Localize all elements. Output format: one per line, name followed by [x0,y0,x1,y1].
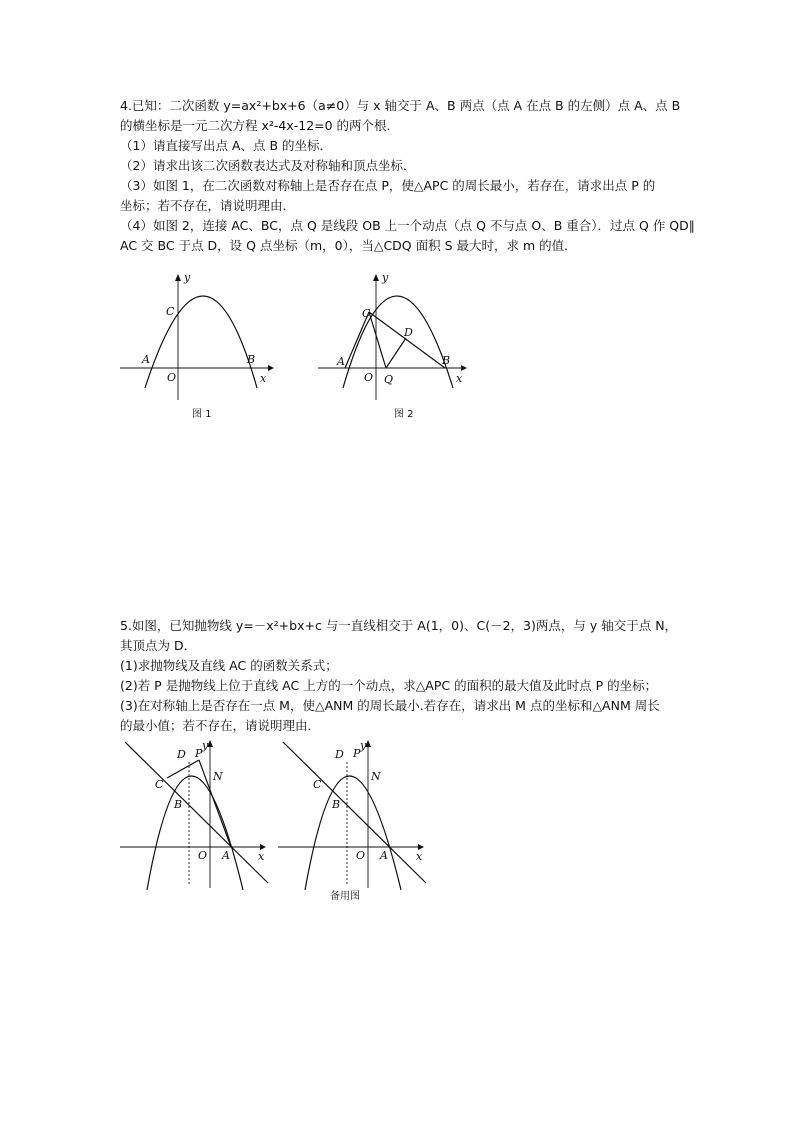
label-c: C [362,307,371,320]
problem-4-line: AC 交 BC 于点 D，设 Q 点坐标（m，0），当△CDQ 面积 S 最大时，求 m 的值． [120,238,577,253]
parabola [305,776,401,890]
label-c: C [313,778,322,791]
label-d: D [335,748,344,761]
problem-4-text [120,96,700,256]
x-axis-arrow [461,365,467,371]
parabola [145,296,257,388]
parabola [343,296,453,388]
label-n: N [213,770,223,783]
figure-caption: 图 2 [394,409,414,420]
problem-5-text [120,616,700,736]
problem-4-line: （3）如图 1，在二次函数对称轴上是否存在点 P，使△APC 的周长最小，若存在，请求出点 P 的 [120,178,656,193]
label-y: y [202,739,209,752]
label-x: x [258,850,265,863]
segment-bc [369,312,445,368]
label-x: x [456,372,463,385]
label-o: O [167,371,177,384]
label-a: A [337,355,345,368]
label-a: A [222,849,230,862]
problem-5-figure-2 [278,738,428,904]
label-c: C [166,305,175,318]
label-b: B [247,353,256,366]
problem-4-line: 4.已知：二次函数 y=ax²+bx+6（a≠0）与 x 轴交于 A、B 两点（点 A 在点 B 的左侧）点 A、点 B [120,98,681,113]
problem-5-figure-1 [120,738,270,890]
label-b: B [332,798,341,811]
line-ac [125,742,268,883]
label-y: y [382,272,389,284]
segment-cq [369,312,386,368]
label-b: B [174,798,183,811]
label-o: O [364,371,374,384]
problem-5-line: 的最小值；若不存在，请说明理由． [120,718,321,733]
label-x: x [416,850,423,863]
label-o: O [198,849,208,862]
segment-qd [386,338,406,368]
label-y: y [184,272,191,284]
label-x: x [260,372,267,385]
segment-ac [345,312,369,368]
y-axis-arrow [175,274,181,281]
problem-4-line: （1）请直接写出点 A、点 B 的坐标． [120,138,333,153]
problem-5-line: (2)若 P 是抛物线上位于直线 AC 上方的一个动点，求△APC 的面积的最大值及此时点 P 的坐标； [120,678,658,693]
y-axis-arrow [373,274,379,281]
problem-5-line: (1)求抛物线及直线 AC 的函数关系式； [120,658,338,673]
problem-4-line: 坐标；若不存在，请说明理由． [120,198,296,213]
label-y: y [360,739,367,752]
label-c: C [155,778,164,791]
label-b: B [442,354,451,367]
segment-cp [167,760,199,778]
figure-caption: 备用图 [330,891,360,902]
label-d: D [177,748,186,761]
problem-4-figure-1 [118,272,283,422]
problem-4-line: （4）如图 2，连接 AC、BC，点 Q 是线段 OB 上一个动点（点 Q 不与点 O、B 重合）．过点 Q 作 QD∥ [120,218,696,233]
label-n: N [371,770,381,783]
figure-caption: 图 1 [192,409,212,420]
problem-5-line: 其顶点为 D． [120,638,197,653]
label-o: O [356,849,366,862]
x-axis-arrow [268,365,274,371]
line-ac [283,742,426,883]
label-q: Q [384,373,394,386]
problem-4-line: 的横坐标是一元二次方程 x²-4x-12=0 的两个根． [120,118,400,133]
label-d: D [404,326,413,339]
problem-4-line: （2）请求出该二次函数表达式及对称轴和顶点坐标． [120,158,416,173]
problem-4-figure-2 [316,272,476,422]
parabola [147,776,243,890]
label-p: P [195,747,203,760]
problem-5-line: 5.如图，已知抛物线 y=－x²+bx+c 与一直线相交于 A(1，0)、C(－2，3)两点，与 y 轴交于点 N， [120,618,678,633]
label-a: A [380,849,388,862]
label-p: P [353,747,361,760]
problem-5-line: (3)在对称轴上是否存在一点 M，使△ANM 的周长最小.若存在，请求出 M 点的坐标和△ANM 周长 [120,698,660,713]
label-a: A [142,353,150,366]
